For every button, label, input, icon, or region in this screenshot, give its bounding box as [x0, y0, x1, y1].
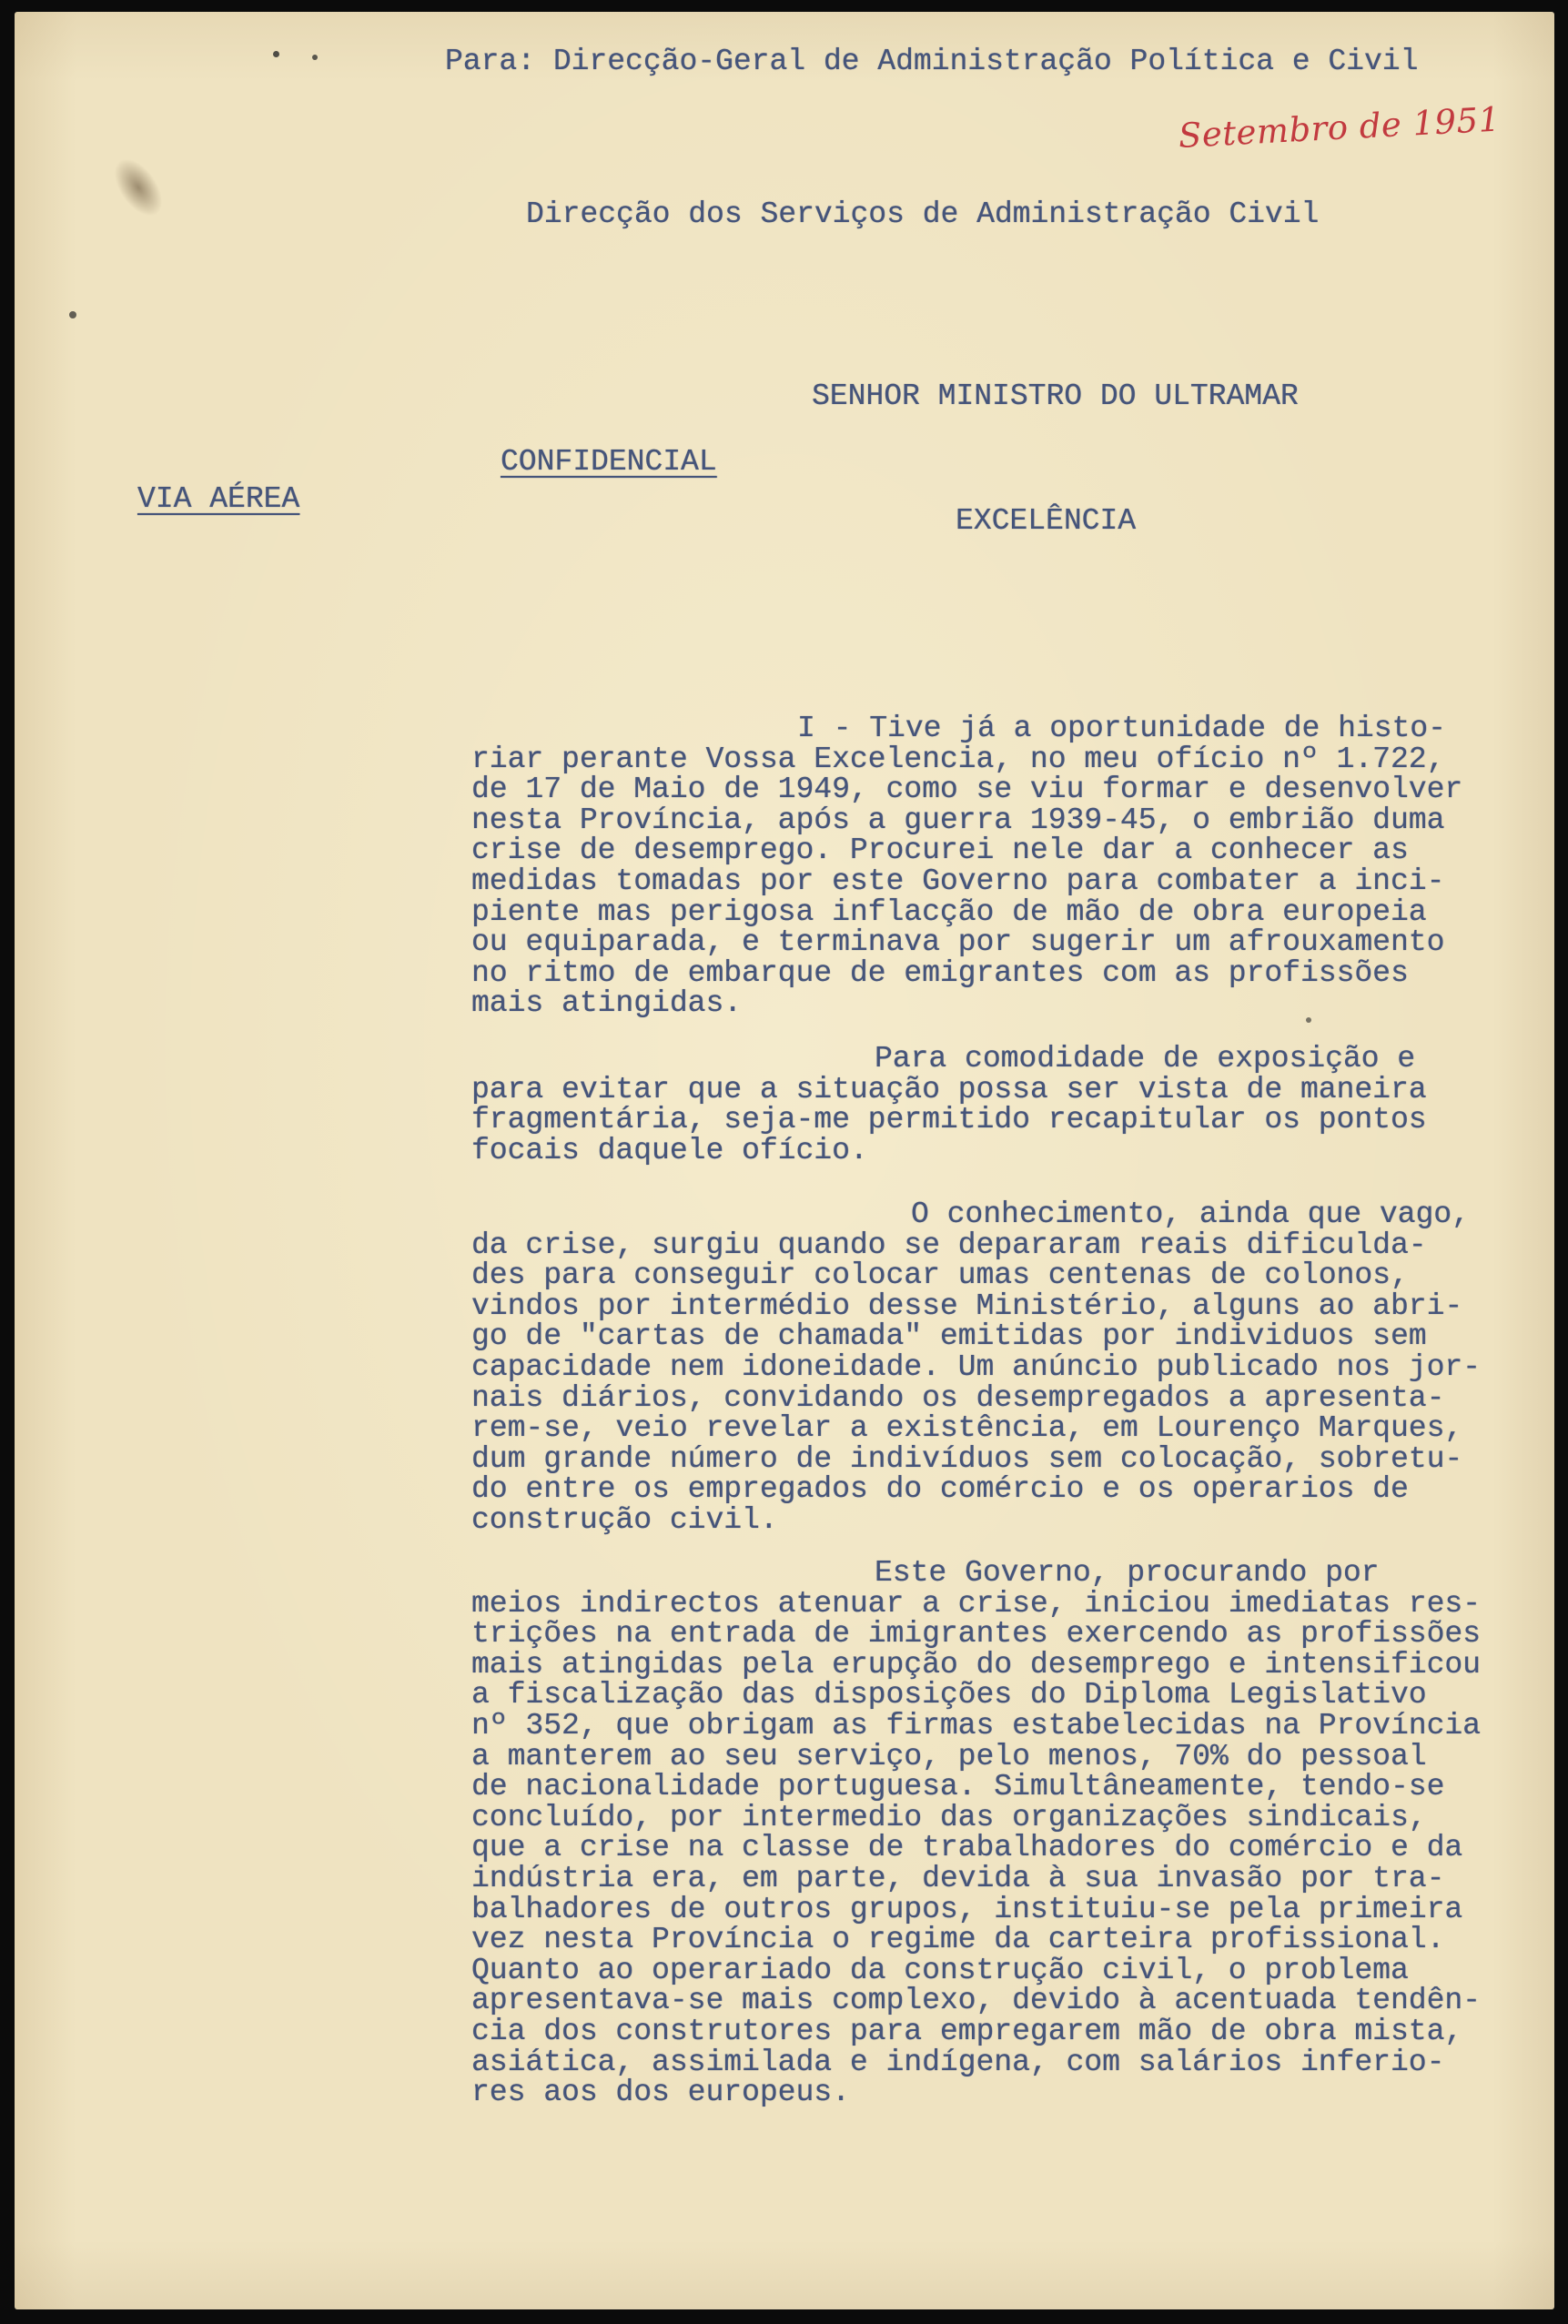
paragraph-line: O conhecimento, ainda que vago,	[911, 1197, 1470, 1231]
paragraph-line: meios indirectos atenuar a crise, iniciou imediatas res-	[471, 1586, 1481, 1621]
paragraph-line: cia dos construtores para empregarem mão de obra mista,	[471, 2014, 1463, 2048]
paragraph-line: de nacionalidade portuguesa. Simultâneamente, tendo-se	[471, 1770, 1445, 1804]
paragraph-line: riar perante Vossa Excelencia, no meu ofício nº 1.722,	[471, 742, 1445, 776]
paragraph-line: nº 352, que obrigam as firmas estabelecidas na Província	[471, 1708, 1481, 1743]
paragraph-1	[471, 713, 1462, 1019]
paragraph-line: I - Tive já a oportunidade de histo-	[797, 712, 1446, 745]
paragraph-2	[471, 1044, 1427, 1166]
paragraph-line: Quanto ao operariado da construção civil, o problema	[471, 1953, 1409, 1987]
paragraph-line: apresentava-se mais complexo, devido à acentuada tendên-	[471, 1984, 1481, 2018]
addressee: SENHOR MINISTRO DO ULTRAMAR	[812, 379, 1299, 413]
paragraph-line: res aos dos europeus.	[471, 2076, 850, 2110]
paragraph-line: crise de desemprego. Procurei nele dar a conhecer as	[471, 834, 1409, 868]
paragraph-line: mais atingidas.	[471, 986, 743, 1021]
paragraph-line: fragmentária, seja-me permitido recapitular os pontos	[471, 1103, 1427, 1137]
sender-heading: Direcção dos Serviços de Administração Civil	[526, 197, 1320, 231]
paragraph-line: balhadores de outros grupos, instituiu-se pela primeira	[471, 1892, 1463, 1926]
paragraph-line: para evitar que a situação possa ser vista de maneira	[471, 1072, 1427, 1106]
paragraph-line: des para conseguir colocar umas centenas de colonos,	[471, 1258, 1409, 1293]
paragraph-line: ou equiparada, e terminava por sugerir um afrouxamento	[471, 925, 1445, 960]
paragraph-line: mais atingidas pela erupção do desemprego e intensificou	[471, 1647, 1481, 1682]
paragraph-line: dum grande número de indivíduos sem colocação, sobretu-	[471, 1441, 1463, 1476]
paragraph-line: de 17 de Maio de 1949, como se viu formar e desenvolver	[471, 773, 1463, 807]
paragraph-line: focais daquele ofício.	[471, 1133, 868, 1167]
paragraph-line: rem-se, veio revelar a existência, em Lourenço Marques,	[471, 1411, 1463, 1446]
paragraph-line: Este Governo, procurando por	[875, 1556, 1380, 1590]
classification-label: CONFIDENCIAL	[501, 445, 717, 479]
paragraph-line: a manterem ao seu serviço, pelo menos, 70% do pessoal	[471, 1739, 1427, 1773]
delivery-method: VIA AÉREA	[137, 482, 300, 516]
paragraph-line: medidas tomadas por este Governo para combater a inci-	[471, 864, 1445, 898]
paragraph-line: indústria era, em parte, devida à sua invasão por tra-	[471, 1861, 1445, 1895]
paragraph-line: go de "cartas de chamada" emitidas por individuos sem	[471, 1319, 1427, 1354]
paragraph-3	[471, 1199, 1481, 1536]
paragraph-line: no ritmo de embarque de emigrantes com as profissões	[471, 955, 1409, 990]
paragraph-line: trições na entrada de imigrantes exercendo as profissões	[471, 1617, 1481, 1652]
paragraph-4	[471, 1558, 1481, 2108]
paragraph-line: a fiscalização das disposições do Diploma Legislativo	[471, 1678, 1427, 1713]
paragraph-line: concluído, por intermedio das organizações sindicais,	[471, 1800, 1427, 1834]
paragraph-line: do entre os empregados do comércio e os operarios de	[471, 1472, 1409, 1507]
paragraph-line: vindos por intermédio desse Ministério, alguns ao abri-	[471, 1288, 1463, 1323]
paragraph-line: piente mas perigosa inflacção de mão de obra europeia	[471, 894, 1427, 929]
paragraph-line: vez nesta Província o regime da carteira profissional.	[471, 1923, 1445, 1957]
paragraph-line: da crise, surgiu quando se depararam reais dificulda-	[471, 1228, 1427, 1262]
handwritten-date: Setembro de 1951	[1177, 99, 1502, 156]
paragraph-line: Para comodidade de exposição e	[875, 1042, 1416, 1076]
paragraph-line: nesta Província, após a guerra 1939-45, o embrião duma	[471, 803, 1445, 837]
paragraph-line: que a crise na classe de trabalhadores do comércio e da	[471, 1831, 1463, 1865]
paragraph-line: asiática, assimilada e indígena, com salários inferio-	[471, 2045, 1445, 2079]
paragraph-line: construção civil.	[471, 1502, 778, 1537]
paragraph-line: capacidade nem idoneidade. Um anúncio publicado nos jor-	[471, 1349, 1481, 1384]
salutation: EXCELÊNCIA	[956, 504, 1137, 538]
paragraph-line: nais diários, convidando os desempregados a apresenta-	[471, 1380, 1445, 1415]
recipient-line: Para: Direcção-Geral de Administração Política e Civil	[445, 45, 1419, 78]
